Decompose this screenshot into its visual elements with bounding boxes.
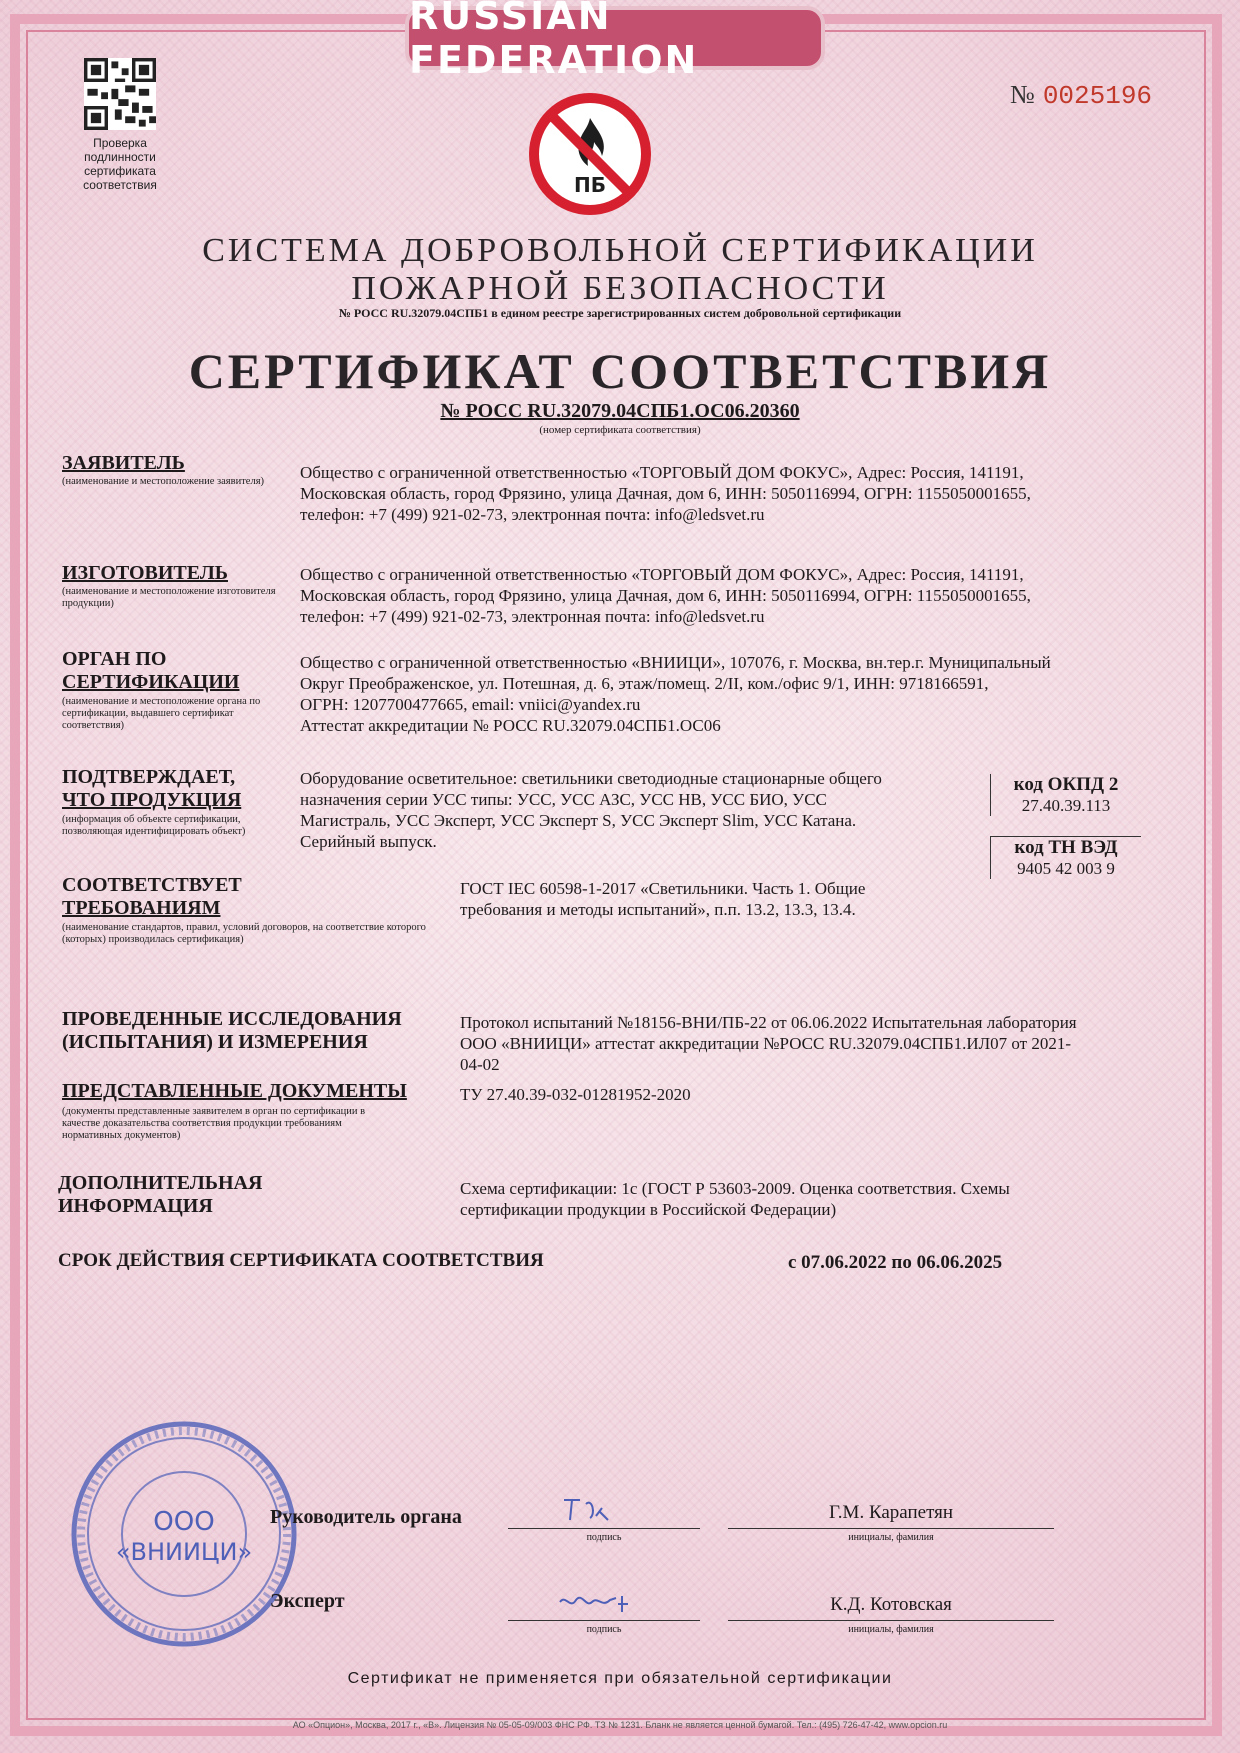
- applicant-sublabel: (наименование и местоположение заявителя): [62, 476, 265, 487]
- documents-text: ТУ 27.40.39-032-01281952-2020: [460, 1085, 691, 1104]
- fire-safety-emblem-icon: [528, 92, 652, 216]
- signature-line-expert: [508, 1620, 700, 1621]
- name-caption-expert: инициалы, фамилия: [848, 1624, 934, 1635]
- okpd-code-box: код ОКПД 2 27.40.39.113: [990, 774, 1141, 816]
- documents-label: ПРЕДСТАВЛЕННЫЕ ДОКУМЕНТЫ: [62, 1080, 407, 1102]
- additional-text: Схема сертификации: 1с (ГОСТ Р 53603-2009. Оценка соответствия. Схемы сертификации продукции в Российской Федерации): [460, 1179, 1010, 1219]
- tests-text: Протокол испытаний №18156-ВНИ/ПБ-22 от 06.06.2022 Испытательная лаборатория ООО «ВНИИЦИ» аттестат аккредитации №РОСС RU.32079.04СПБ1.ИЛ07 от 2021- 04-02: [460, 1013, 1077, 1074]
- applicant-text: Общество с ограниченной ответственностью «ТОРГОВЫЙ ДОМ ФОКУС», Адрес: Россия, 141191, Московская область, город Фрязино, улица Дачная, дом 6, ИНН: 5050116994, ОГРН: 1155050001655, телефон: +7 (499) 921-02-73, электронная почта: info@ledsvet.ru: [300, 463, 1031, 524]
- requirements-text: ГОСТ IEC 60598-1-2017 «Светильники. Часть 1. Общие требования и методы испытаний», п.п. 13.2, 13.3, 13.4.: [460, 879, 866, 919]
- manufacturer-text: Общество с ограниченной ответственностью «ТОРГОВЫЙ ДОМ ФОКУС», Адрес: Россия, 141191, Московская область, город Фрязино, улица Дачная, дом 6, ИНН: 5050116994, ОГРН: 1155050001655, телефон: +7 (499) 921-02-73, электронная почта: info@ledsvet.ru: [300, 565, 1031, 626]
- system-title: СИСТЕМА ДОБРОВОЛЬНОЙ СЕРТИФИКАЦИИ ПОЖАРНОЙ БЕЗОПАСНОСТИ: [202, 232, 1038, 307]
- applicant-label: ЗАЯВИТЕЛЬ: [62, 452, 185, 474]
- signature-role-head: Руководитель органа: [270, 1506, 462, 1528]
- name-caption-head: инициалы, фамилия: [848, 1532, 934, 1543]
- cert-body-label: ОРГАН ПО СЕРТИФИКАЦИИ: [62, 648, 240, 693]
- signature-head-icon: [556, 1494, 636, 1526]
- printer-imprint: АО «Опцион», Москва, 2017 г., «В». Лицензия № 05-05-09/003 ФНС РФ. ТЗ № 1231. Бланк не является ценной бумагой. Тел.: (495) 726-47-42, www.opcion.ru: [292, 1720, 948, 1730]
- sign-caption-head: подпись: [586, 1532, 622, 1543]
- name-line-head: [728, 1528, 1054, 1529]
- requirements-label: СООТВЕТСТВУЕТ ТРЕБОВАНИЯМ: [62, 874, 242, 919]
- manufacturer-label: ИЗГОТОВИТЕЛЬ: [62, 562, 228, 584]
- blank-number: № 0025196: [1010, 80, 1153, 111]
- qr-code-icon[interactable]: [84, 58, 156, 130]
- certificate-title: СЕРТИФИКАТ СООТВЕТСТВИЯ: [188, 343, 1052, 399]
- tnved-code-box: код ТН ВЭД 9405 42 003 9: [990, 836, 1141, 879]
- footer-note: Сертификат не применяется при обязательной сертификации: [347, 1670, 893, 1687]
- certificate-number: № РОСС RU.32079.04СПБ1.ОС06.20360: [440, 400, 800, 422]
- pb-sign-text: ПБ: [574, 173, 606, 197]
- system-registry: № РОСС RU.32079.04СПБ1 в едином реестре зарегистрированных систем добровольной сертификации: [338, 306, 902, 320]
- product-label: ПОДТВЕРЖДАЕТ, ЧТО ПРОДУКЦИЯ: [62, 766, 242, 811]
- signature-expert-icon: [556, 1588, 656, 1618]
- validity-label: СРОК ДЕЙСТВИЯ СЕРТИФИКАТА СООТВЕТСТВИЯ: [58, 1250, 544, 1271]
- validity-period: с 07.06.2022 по 06.06.2025: [788, 1252, 1003, 1273]
- signature-role-expert: Эксперт: [270, 1590, 345, 1612]
- product-sublabel: (информация об объекте сертификации, позволяющая идентифицировать объект): [62, 814, 246, 837]
- stamp-org: ООО: [153, 1507, 215, 1537]
- name-line-expert: [728, 1620, 1054, 1621]
- cert-body-text: Общество с ограниченной ответственностью «ВНИИЦИ», 107076, г. Москва, вн.тер.г. Муниципальный Округ Преображенское, ул. Потешная, д. 6, этаж/помещ. 2/II, ком./офис 9/1, ИНН: 9718166591, ОГРН: 1207700477665, email: vniici@yandex.ru Аттестат аккредитации № РОСС RU.32079.04СПБ1.ОС06: [300, 653, 1051, 735]
- manufacturer-sublabel: (наименование и местоположение изготовителя продукции): [62, 586, 276, 609]
- tests-label: ПРОВЕДЕННЫЕ ИССЛЕДОВАНИЯ (ИСПЫТАНИЯ) И ИЗМЕРЕНИЯ: [62, 1008, 402, 1053]
- organization-stamp-icon: [68, 1418, 300, 1650]
- country-banner: RUSSIAN FEDERATION: [405, 6, 825, 70]
- requirements-sublabel: (наименование стандартов, правил, условий договоров, на соответствие которого (которых) производилась сертификация): [62, 922, 426, 945]
- cert-body-sublabel: (наименование и местоположение органа по сертификации, выдавшего сертификат соответствия): [62, 696, 261, 731]
- name-expert: К.Д. Котовская: [830, 1594, 952, 1615]
- documents-sublabel: (документы представленные заявителем в орган по сертификации в качестве доказательства соответствия продукции требованиям нормативных документов): [62, 1106, 366, 1141]
- name-head: Г.М. Карапетян: [828, 1502, 954, 1523]
- stamp-name: «ВНИИЦИ»: [115, 1538, 253, 1566]
- signature-line-head: [508, 1528, 700, 1529]
- additional-label: ДОПОЛНИТЕЛЬНАЯ ИНФОРМАЦИЯ: [58, 1172, 263, 1217]
- certificate-number-caption: (номер сертификата соответствия): [539, 424, 701, 436]
- sign-caption-expert: подпись: [586, 1624, 622, 1635]
- qr-caption: Проверка подлинности сертификата соответствия: [83, 136, 157, 192]
- product-text: Оборудование осветительное: светильники светодиодные стационарные общего назначения серии УСС типы: УСС, УСС АЗС, УСС НВ, УСС БИО, УСС Магистраль, УСС Эксперт, УСС Эксперт S, УСС Эксперт Slim, УСС Катана. Серийный выпуск.: [300, 769, 882, 851]
